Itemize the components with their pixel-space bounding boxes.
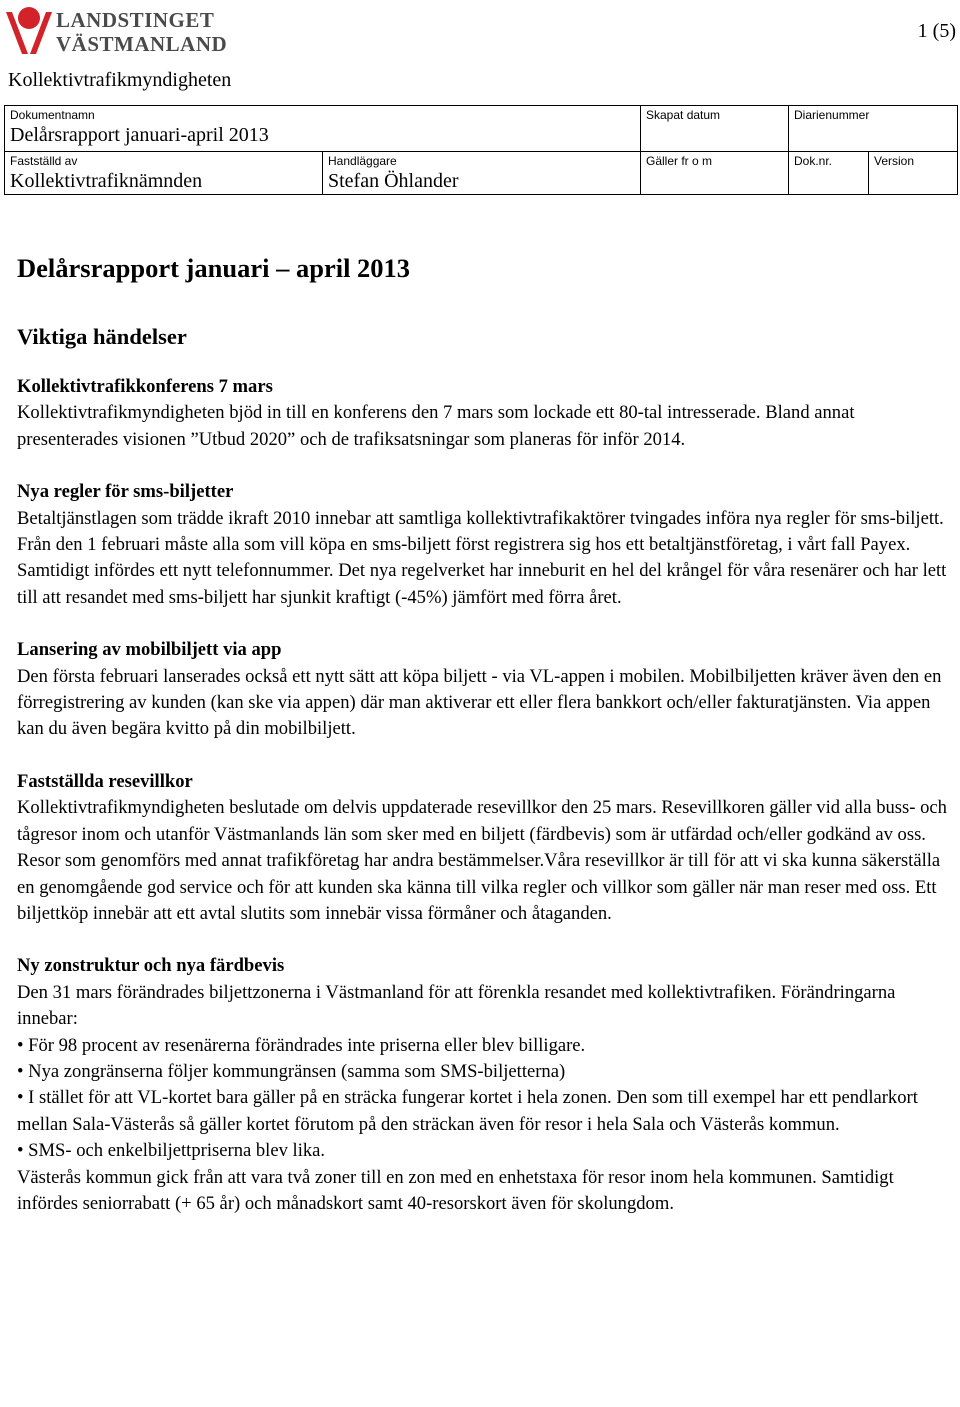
s3-heading: Lansering av mobilbiljett via app <box>17 639 282 661</box>
section-title: Viktiga händelser <box>17 324 187 349</box>
valid-from-label: Gäller fr o m <box>646 154 713 168</box>
doc-name-value: Delårsrapport januari-april 2013 <box>10 124 269 146</box>
document-meta-table <box>4 105 958 195</box>
s1-heading: Kollektivtrafikkonferens 7 mars <box>17 376 273 397</box>
logo-figure-icon <box>4 4 54 58</box>
logo-line2: VÄSTMANLAND <box>56 32 228 56</box>
page-number: 1 (5) <box>917 20 956 42</box>
diary-number-cell <box>789 106 957 152</box>
s4-text: Kollektivtrafikmyndigheten beslutade om delvis uppdaterade resevillkor den 25 mars. Resevillkoren gäller vid alla buss- och tågresor inom och utanför Västmanlands län som sker med en biljett (färdbevis) som är utfärdad och/eller godkänd av oss. Resor som genomförs med annat trafikföretag har andra bestämmelser.Våra resevillkor är till för att vi ska kunna säkerställa en genomgående god service och för att kunden ska känna till vilka regler och villkor som gäller när man reser med oss. Ett biljettköp innebär att ett avtal slutits som innebär vissa förmåner och åtaganden. <box>17 797 947 924</box>
landstinget-logo <box>4 4 228 60</box>
diary-number-label: Diarienummer <box>794 108 870 122</box>
handler-label: Handläggare <box>328 154 397 168</box>
logo-line1: LANDSTINGET <box>56 8 215 32</box>
document-title: Delårsrapport januari – april 2013 <box>17 253 411 283</box>
docnr-cell <box>789 152 869 194</box>
approved-by-cell <box>5 152 323 194</box>
document-body <box>17 250 947 1217</box>
s5-intro: Den 31 mars förändrades biljettzonerna i Västmanland för att förenkla resandet med kollektivtrafiken. Förändringarna innebar: <box>17 981 896 1030</box>
approved-by-label: Fastställd av <box>10 154 78 168</box>
handler-cell <box>323 152 641 194</box>
doc-name-cell <box>5 106 641 152</box>
s1-text: Kollektivtrafikmyndigheten bjöd in till en konferens den 7 mars som lockade ett 80-tal intresserade. Bland annat presenterades visionen ”Utbud 2020” och de trafiksatsningar som planeras för inför 2014. <box>17 402 855 450</box>
handler-value: Stefan Öhlander <box>328 170 459 192</box>
s2-text: Betaltjänstlagen som trädde ikraft 2010 innebar att samtliga kollektivtrafikaktörer tvingades införa nya regler för sms-biljett. Från den 1 februari måste alla som vill köpa en sms-biljett först registrera sig hos ett betaltjänstföretag, i vårt fall Payex. Samtidigt infördes ett nytt telefonnummer. Det nya regelverket har inneburit en hel del krångel för våra resenärer och har lett till att resandet med sms-biljett har sjunkit kraftigt (-45%) jämfört med förra året. <box>17 507 947 608</box>
list-item: • I stället för att VL-kortet bara gäller på en sträcka fungerar kortet i hela zonen. Den som till exempel har ett pendlarkort mellan Sala-Västerås så gäller kortet förutom på den sträckan även för resor i hela Sala och Västerås kommun. <box>17 1087 918 1135</box>
version-label: Version <box>874 154 915 168</box>
s4-heading: Fastställda resevillkor <box>17 770 193 792</box>
s5-heading: Ny zonstruktur och nya färdbevis <box>17 955 285 977</box>
list-item: • SMS- och enkelbiljettpriserna blev lika. <box>17 1140 326 1162</box>
list-item: • För 98 procent av resenärerna förändrades inte priserna eller blev billigare. <box>17 1034 586 1056</box>
list-item: • Nya zongränserna följer kommungränsen (samma som SMS-biljetterna) <box>17 1060 566 1082</box>
valid-from-cell <box>641 152 789 194</box>
s5-outro: Västerås kommun gick från att vara två zoner till en zon med en enhetstaxa för resor inom hela kommunen. Samtidigt infördes seniorrabatt (+ 65 år) och månadskort samt 40-resorskort även för skolungdom. <box>17 1166 894 1214</box>
doc-name-label: Dokumentnamn <box>10 108 95 122</box>
created-date-label: Skapat datum <box>646 108 721 122</box>
s3-text: Den första februari lanserades också ett nytt sätt att köpa biljett - via VL-appen i mobilen. Mobilbiljetten kräver även den en förregistrering av kunden (kan ske via appen) där man aktiverar ett eller flera bankkort och/eller fakturatjänsten. Via appen kan du även begära kvitto på din mobilbiljett. <box>17 665 942 740</box>
s2-heading: Nya regler för sms-biljetter <box>17 481 234 503</box>
approved-by-value: Kollektivtrafiknämnden <box>10 170 203 192</box>
created-date-cell <box>641 106 789 152</box>
docnr-label: Dok.nr. <box>794 154 833 168</box>
department-name: Kollektivtrafikmyndigheten <box>8 69 232 91</box>
version-cell <box>869 152 957 194</box>
